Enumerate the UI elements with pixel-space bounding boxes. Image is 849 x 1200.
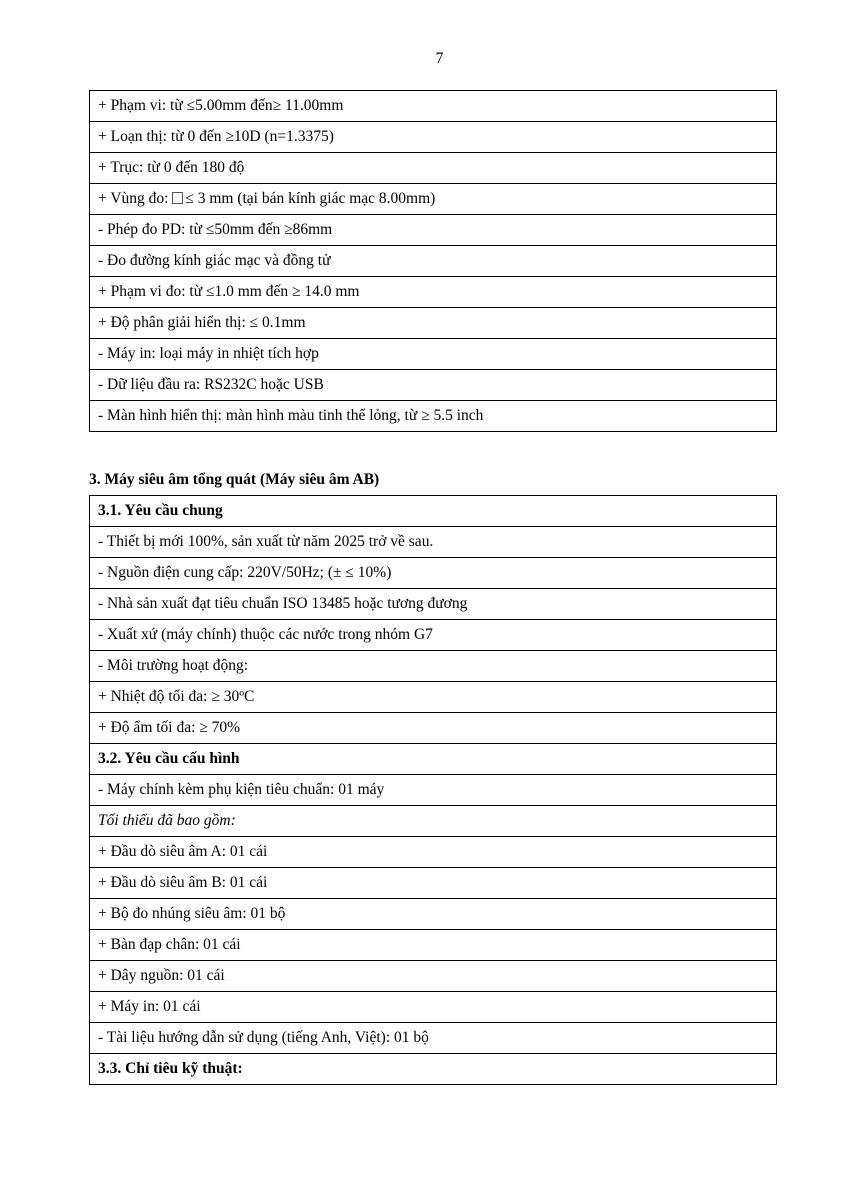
- table-cell: 3.2. Yêu cầu cấu hình: [90, 744, 777, 775]
- table-row: [90, 775, 777, 806]
- table-cell: 3.1. Yêu cầu chung: [90, 496, 777, 527]
- table-row: [90, 91, 777, 122]
- table-row: [90, 184, 777, 215]
- table-cell: + Bộ đo nhúng siêu âm: 01 bộ: [90, 899, 777, 930]
- table-row: [90, 401, 777, 432]
- page-number: 7: [435, 50, 444, 67]
- table-cell: + Độ phân giải hiển thị: ≤ 0.1mm: [90, 308, 777, 339]
- table-cell: - Tài liệu hướng dẫn sử dụng (tiếng Anh, Việt): 01 bộ: [90, 1023, 777, 1054]
- table-section-header: [90, 744, 777, 775]
- table-cell-text: + Vùng đo:: [98, 190, 173, 208]
- table-cell: + Bàn đạp chân: 01 cái: [90, 930, 777, 961]
- table-cell-text-tail: ≤ 3 mm (tại bán kính giác mạc 8.00mm): [185, 190, 436, 208]
- table-cell: 3.3. Chỉ tiêu kỹ thuật:: [90, 1054, 777, 1085]
- table-cell: + Trục: từ 0 đến 180 độ: [90, 153, 777, 184]
- table-cell: + Phạm vi: từ ≤5.00mm đến≥ 11.00mm: [90, 91, 777, 122]
- table-cell: + Đầu dò siêu âm A: 01 cái: [90, 837, 777, 868]
- table-cell: + Loạn thị: từ 0 đến ≥10D (n=1.3375): [90, 122, 777, 153]
- table-cell: [90, 184, 777, 215]
- table-cell: + Dây nguồn: 01 cái: [90, 961, 777, 992]
- table-cell: + Máy in: 01 cái: [90, 992, 777, 1023]
- table-row: [90, 308, 777, 339]
- table-row: [90, 992, 777, 1023]
- table-cell: - Phép đo PD: từ ≤50mm đến ≥86mm: [90, 215, 777, 246]
- table-row: [90, 930, 777, 961]
- section-heading: 3. Máy siêu âm tổng quát (Máy siêu âm AB): [89, 471, 380, 488]
- table-row: [90, 122, 777, 153]
- table-row: [90, 246, 777, 277]
- table-row: [90, 806, 777, 837]
- spec-table-continued: [89, 90, 777, 432]
- table-row: [90, 713, 777, 744]
- table-cell: - Môi trường hoạt động:: [90, 651, 777, 682]
- table-cell: + Độ ẩm tối đa: ≥ 70%: [90, 713, 777, 744]
- table-row: [90, 868, 777, 899]
- table-row: [90, 339, 777, 370]
- table-cell: - Nguồn điện cung cấp: 220V/50Hz; (± ≤ 10%): [90, 558, 777, 589]
- table-row: [90, 277, 777, 308]
- table-cell: - Máy chính kèm phụ kiện tiêu chuẩn: 01 máy: [90, 775, 777, 806]
- table-row: [90, 837, 777, 868]
- table-cell: - Máy in: loại máy in nhiệt tích hợp: [90, 339, 777, 370]
- table-row: [90, 1023, 777, 1054]
- spec-table-ultrasound: [89, 495, 777, 1085]
- table-row: [90, 899, 777, 930]
- table-cell: Tối thiểu đã bao gồm:: [90, 806, 777, 837]
- table-row: [90, 215, 777, 246]
- missing-glyph-icon: [172, 192, 183, 204]
- table-row: [90, 620, 777, 651]
- table-cell: - Nhà sản xuất đạt tiêu chuẩn ISO 13485 hoặc tương đương: [90, 589, 777, 620]
- table-row: [90, 558, 777, 589]
- table-section-header: [90, 1054, 777, 1085]
- table-row: [90, 589, 777, 620]
- table-cell: + Phạm vi đo: từ ≤1.0 mm đến ≥ 14.0 mm: [90, 277, 777, 308]
- table-row: [90, 651, 777, 682]
- table-cell: - Dữ liệu đầu ra: RS232C hoặc USB: [90, 370, 777, 401]
- table-row: [90, 961, 777, 992]
- table-cell: - Xuất xứ (máy chính) thuộc các nước trong nhóm G7: [90, 620, 777, 651]
- table-row: [90, 527, 777, 558]
- table-cell: + Đầu dò siêu âm B: 01 cái: [90, 868, 777, 899]
- table-row: [90, 682, 777, 713]
- table-cell: + Nhiệt độ tối đa: ≥ 30ºC: [90, 682, 777, 713]
- table-row: [90, 370, 777, 401]
- table-cell: - Đo đường kính giác mạc và đồng tử: [90, 246, 777, 277]
- table-cell: - Màn hình hiển thị: màn hình màu tinh thể lỏng, từ ≥ 5.5 inch: [90, 401, 777, 432]
- table-row: [90, 153, 777, 184]
- table-cell: - Thiết bị mới 100%, sản xuất từ năm 2025 trở về sau.: [90, 527, 777, 558]
- table-section-header: [90, 496, 777, 527]
